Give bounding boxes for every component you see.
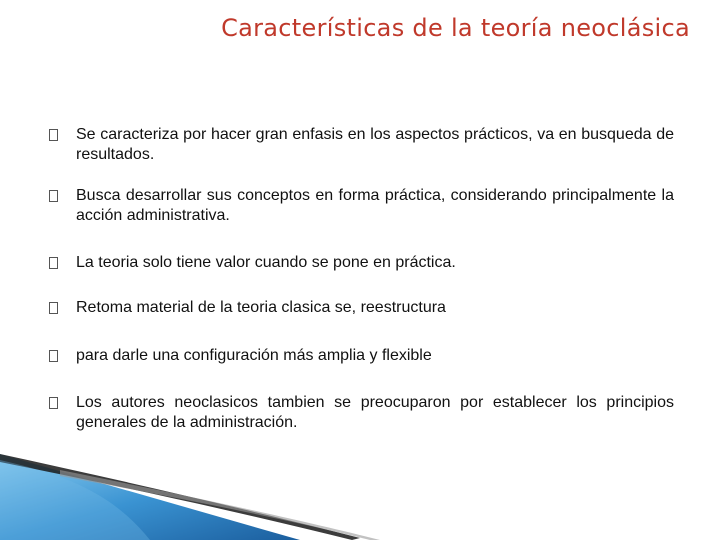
slide-title: Características de la teoría neoclásica [221,14,690,42]
square-bullet-icon [44,396,62,410]
bullet-item-2 [44,186,674,226]
bullet-item-1 [44,125,674,165]
bullet-item-3 [44,253,674,273]
square-bullet-icon [44,128,62,142]
square-bullet-icon [44,349,62,363]
bullet-text-6: Los autores neoclasicos tambien se preocuparon por establecer los principios generales de la administración. [76,394,674,431]
bullet-item-4 [44,298,674,318]
bullet-text-2: Busca desarrollar sus conceptos en forma práctica, considerando principalmente la acción administrativa. [76,187,674,224]
bullet-text-4: Retoma material de la teoria clasica se, reestructura [76,299,446,316]
bullet-text-1: Se caracteriza por hacer gran enfasis en los aspectos prácticos, va en busqueda de resultados. [76,126,674,163]
square-bullet-icon [44,189,62,203]
bullet-text-3: La teoria solo tiene valor cuando se pone en práctica. [76,254,456,271]
bullet-item-6 [44,393,674,433]
square-bullet-icon [44,256,62,270]
decorative-wave [0,450,720,540]
bullet-text-5: para darle una configuración más amplia y flexible [76,347,432,364]
bullet-item-5 [44,346,674,366]
square-bullet-icon [44,301,62,315]
